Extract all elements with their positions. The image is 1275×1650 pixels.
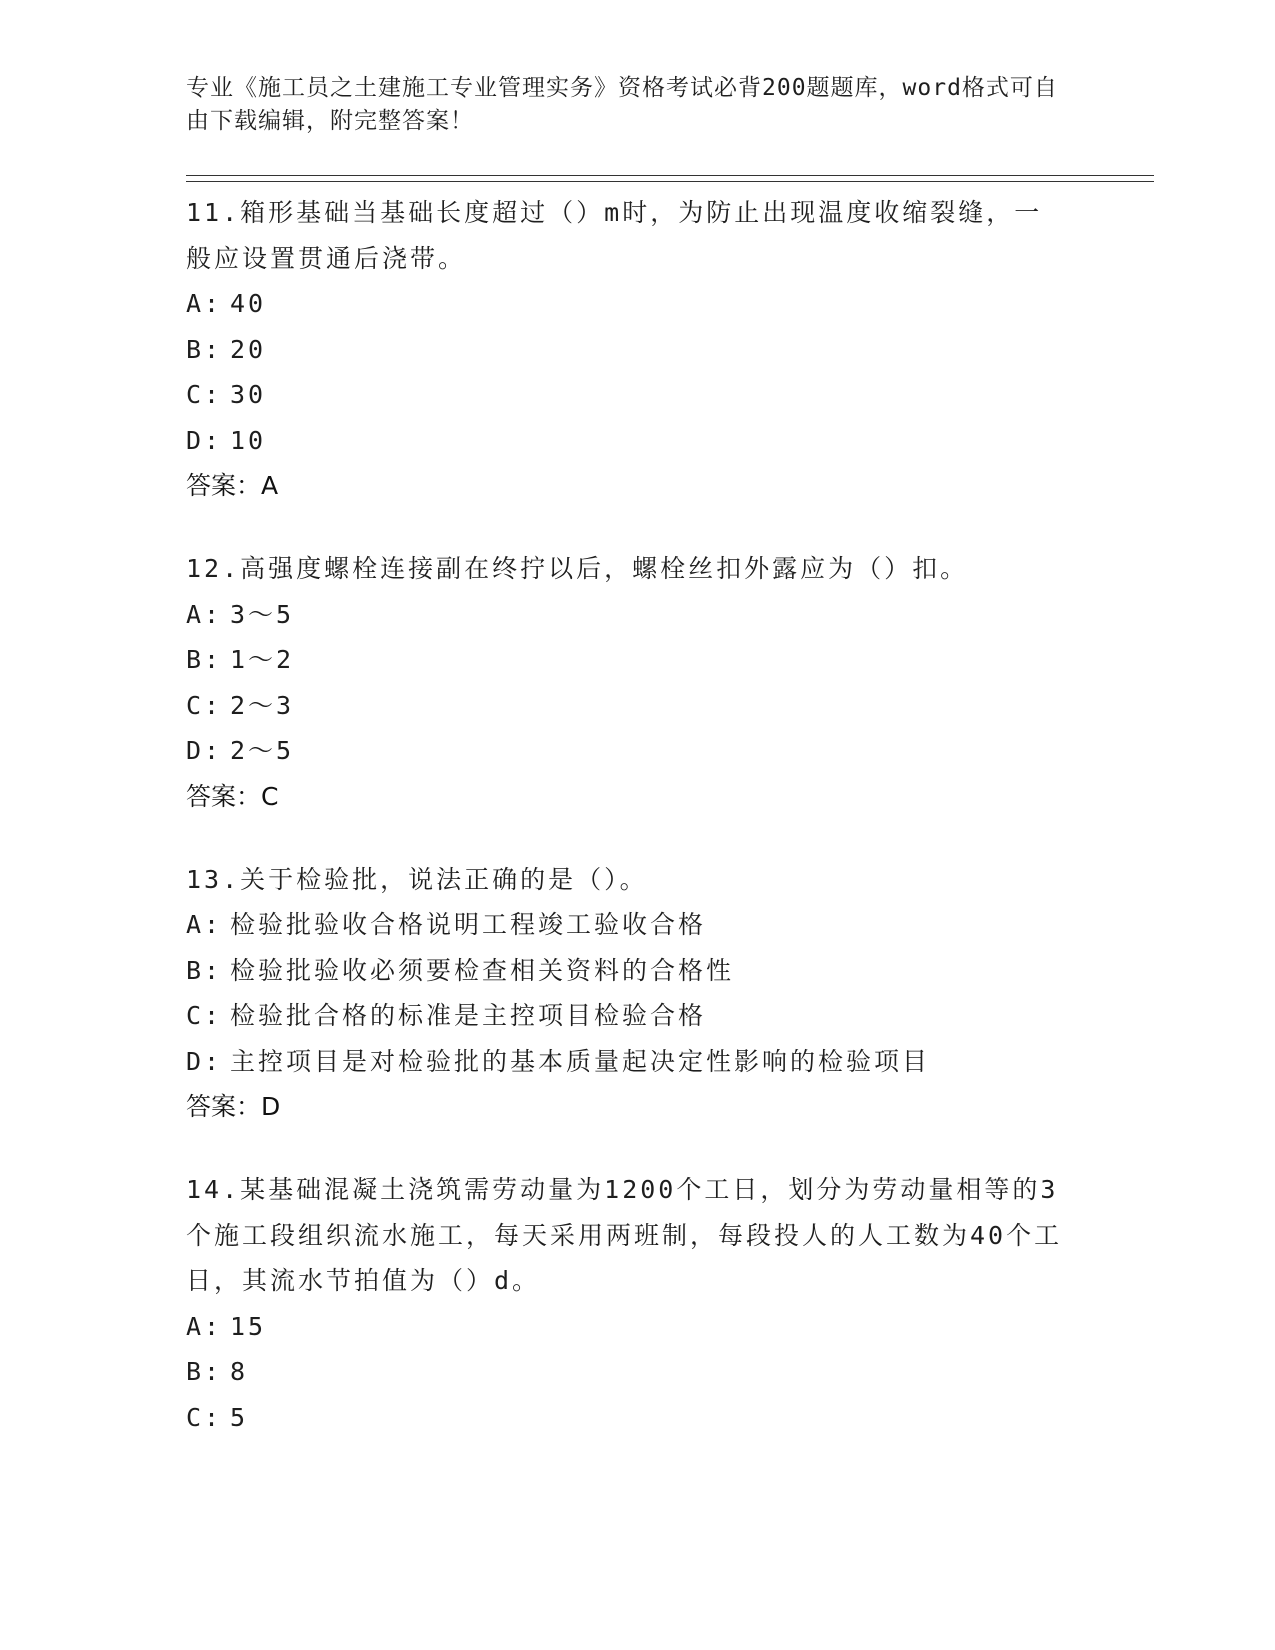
option-key: C: xyxy=(186,380,223,409)
option-key: B: xyxy=(186,1357,223,1386)
option-c xyxy=(186,993,1066,1039)
option-key: D: xyxy=(186,425,223,455)
option-text: 检验批验收合格说明工程竣工验收合格 xyxy=(230,910,707,939)
document-header: 专业《施工员之土建施工专业管理实务》资格考试必背200题题库，word格式可自由下载编辑，附完整答案！ xyxy=(186,75,1058,134)
option-key: B: xyxy=(186,955,223,985)
question-list xyxy=(186,190,1066,1478)
answer-value: A xyxy=(261,471,279,500)
option-key: A: xyxy=(186,599,223,629)
question-14 xyxy=(186,1167,1066,1440)
option-key: C: xyxy=(186,1402,223,1432)
option-text: 主控项目是对检验批的基本质量起决定性影响的检验项目 xyxy=(230,1046,931,1076)
option-b xyxy=(186,948,1066,994)
answer-label: 答案： xyxy=(186,471,262,500)
option-d xyxy=(186,728,1066,774)
answer-value: D xyxy=(261,1092,281,1121)
answer-line xyxy=(186,463,1066,508)
option-key: C: xyxy=(186,1001,223,1030)
option-text: 检验批合格的标准是主控项目检验合格 xyxy=(230,1001,707,1030)
option-text: 2～5 xyxy=(230,736,295,765)
answer-value: C xyxy=(261,781,279,811)
option-text: 30 xyxy=(230,380,267,409)
answer-label: 答案： xyxy=(186,1092,262,1121)
option-key: B: xyxy=(186,645,223,674)
option-text: 3～5 xyxy=(230,599,295,629)
option-a xyxy=(186,281,1066,327)
option-a xyxy=(186,1304,1066,1350)
answer-label: 答案： xyxy=(186,781,262,811)
question-stem: 12.高强度螺栓连接副在终拧以后，螺栓丝扣外露应为（）扣。 xyxy=(186,554,969,583)
option-b xyxy=(186,637,1066,683)
option-key: B: xyxy=(186,334,223,364)
option-key: A: xyxy=(186,910,223,939)
option-c xyxy=(186,372,1066,418)
option-b xyxy=(186,1349,1066,1395)
option-text: 1～2 xyxy=(230,645,295,674)
option-a xyxy=(186,592,1066,638)
header-divider-top xyxy=(186,175,1154,176)
option-b xyxy=(186,327,1066,373)
header-divider-bottom xyxy=(186,181,1154,182)
question-12 xyxy=(186,546,1066,819)
option-c xyxy=(186,683,1066,729)
question-stem: 14.某基础混凝土浇筑需劳动量为1200个工日，划分为劳动量相等的3个施工段组织流水施工，每天采用两班制，每段投人的人工数为40个工日，其流水节拍值为（）d。 xyxy=(186,1175,1063,1295)
option-key: C: xyxy=(186,690,223,720)
option-text: 2～3 xyxy=(230,690,295,720)
option-key: A: xyxy=(186,1311,223,1341)
option-d xyxy=(186,1039,1066,1085)
option-c xyxy=(186,1395,1066,1441)
option-key: A: xyxy=(186,289,223,318)
option-text: 20 xyxy=(230,334,267,364)
option-text: 8 xyxy=(230,1357,249,1386)
option-d xyxy=(186,418,1066,464)
question-13 xyxy=(186,857,1066,1130)
option-key: D: xyxy=(186,736,223,765)
option-text: 40 xyxy=(230,289,267,318)
option-key: D: xyxy=(186,1046,223,1076)
question-11 xyxy=(186,190,1066,508)
option-a xyxy=(186,902,1066,948)
option-text: 5 xyxy=(230,1402,249,1432)
question-stem: 13.关于检验批，说法正确的是（）。 xyxy=(186,864,648,894)
option-text: 检验批验收必须要检查相关资料的合格性 xyxy=(230,955,735,985)
question-stem: 11.箱形基础当基础长度超过（）m时，为防止出现温度收缩裂缝，一般应设置贯通后浇带。 xyxy=(186,198,1043,273)
answer-line xyxy=(186,774,1066,819)
answer-line xyxy=(186,1084,1066,1129)
option-text: 15 xyxy=(230,1311,267,1341)
option-text: 10 xyxy=(230,425,267,455)
